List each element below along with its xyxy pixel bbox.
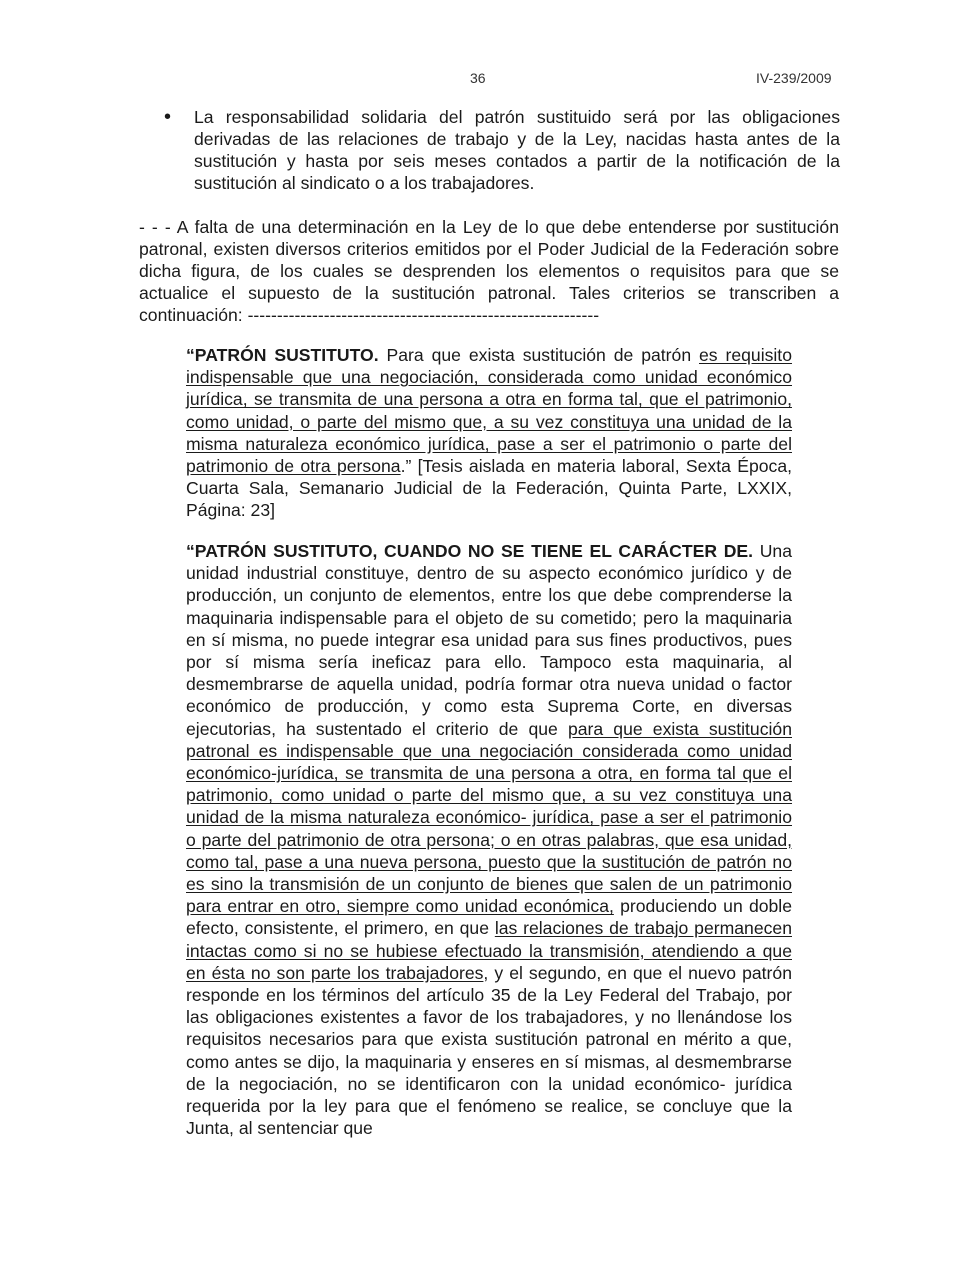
thesis-quote-1 — [186, 344, 792, 522]
page-number: 36 — [470, 70, 486, 86]
thesis-1-underlined-a: es requisito indispensable que una negociación, considerada como unidad económico jurídica, se transmita de una persona a otra en forma tal, que el patrimonio, como unidad, o parte del mismo que, a su vez constituya una unidad de la misma naturaleza económico jurídica, pase a ser el patrimonio o parte del patrimonio de otra persona — [186, 345, 792, 477]
intro-paragraph: - - - A falta de una determinación en la Ley de lo que debe entenderse por sustitución patronal, existen diversos criterios emitidos por el Poder Judicial de la Federación sobre dicha figura, de los cuales se desprenden los elementos o requisitos para que se actualice el supuesto de la sustitución patronal. Tales criterios se transcriben a continuación: ------------------------------------------------------------ — [139, 217, 839, 325]
thesis-1-title: “PATRÓN SUSTITUTO. — [186, 345, 379, 365]
thesis-1-text-a: Para que exista sustitución de patrón — [378, 345, 699, 365]
file-number: IV-239/2009 — [756, 70, 832, 86]
thesis-2-text-b: produciendo un doble efecto, consistente, el primero, en que — [186, 896, 792, 939]
thesis-2-text-c: , y el segundo, en que el nuevo patrón responde en los términos del artículo 35 de la Ley Federal del Trabajo, por las obligaciones existentes a favor de los trabajadores, y no llenándose los requisitos necesarios para que exista sustitución patronal en mérito a que, como antes se dijo, la maquinaria y enseres en sí mismas, al desmembrarse de la negociación, no se identificaron con la unidad económico- jurídica requerida por la ley para que el fenómeno se realice, se concluye que la Junta, al sentenciar que — [186, 962, 792, 1139]
thesis-1-text-b: .” [Tesis aislada en materia laboral, Sexta Época, Cuarta Sala, Semanario Judicial de la Federación, Quinta Parte, LXXIX, Página: 23] — [186, 456, 792, 521]
bullet-text: La responsabilidad solidaria del patrón sustituido será por las obligaciones derivadas de las relaciones de trabajo y de la Ley, nacidas hasta antes de la sustitución y hasta por seis meses contados a partir de la notificación de la sustitución al sindicato o a los trabajadores. — [194, 107, 840, 193]
bullet-item — [164, 106, 840, 194]
bullet-icon: • — [164, 106, 172, 128]
thesis-quote-2 — [186, 540, 792, 1139]
thesis-2-text-a: Una unidad industrial constituye, dentro de su aspecto económico jurídico y de producción, un conjunto de elementos, entre los que debe comprenderse la maquinaria indispensable para el objeto de su cometido; pero la maquinaria en sí misma, no puede integrar esa unidad para sus fines productivos, pues por sí misma sería ineficaz para ello. Tampoco esta maquinaria, al desmembrarse de aquella unidad, podría formar otra nueva unidad o factor económico de producción, y como esta Suprema Corte, en diversas ejecutorias, ha sustentado el criterio de que — [186, 541, 792, 739]
thesis-2-underlined-a: para que exista sustitución patronal es indispensable que una negociación considerada como unidad económico-jurídica, se transmita de una persona a otra, en forma tal que el patrimonio, como unidad o parte del mismo que, a su vez constituya una unidad de la misma naturaleza económico- jurídica, pase a ser el patrimonio o parte del patrimonio de otra persona; o en otras palabras, que esa unidad, como tal, pase a una nueva persona, puesto que la sustitución de patrón no es sino la transmisión de un conjunto de bienes que salen de un patrimonio para entrar en otro, siempre como unidad económica, — [186, 718, 792, 917]
thesis-2-underlined-b: las relaciones de trabajo permanecen intactas como si no se hubiese efectuado la transmisión, atendiendo a que en ésta no son parte los trabajadores — [186, 918, 792, 983]
thesis-2-title: “PATRÓN SUSTITUTO, CUANDO NO SE TIENE EL CARÁCTER DE. — [186, 541, 754, 561]
